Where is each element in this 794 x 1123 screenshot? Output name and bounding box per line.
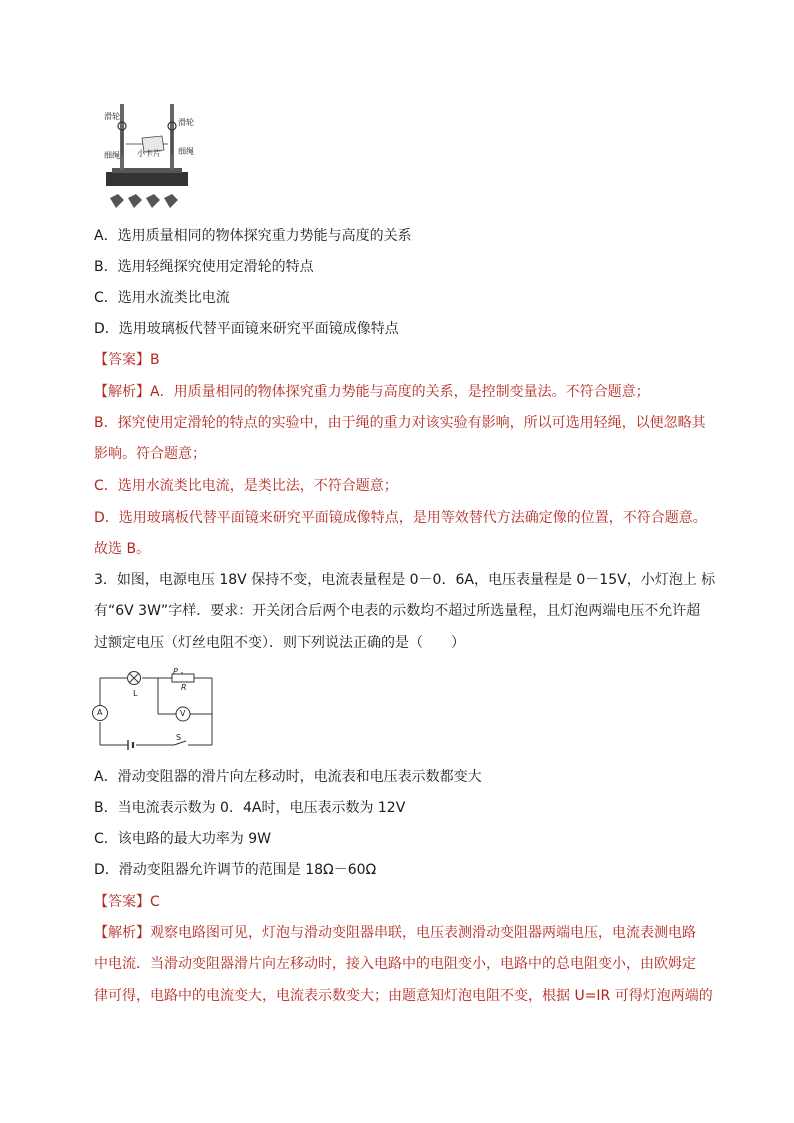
q2-analysis-line-6: 故选 B。 (94, 541, 151, 557)
circuit-label-ammeter: A (97, 708, 103, 717)
analysis-tag: 【解析】 (94, 384, 150, 400)
answer-value: B (150, 352, 160, 368)
analysis-text: 观察电路图可见，灯泡与滑动变阻器串联，电压表测滑动变阻器两端电压，电流表测电路 (150, 925, 696, 941)
analysis-text: A．用质量相同的物体探究重力势能与高度的关系，是控制变量法。不符合题意； (150, 384, 650, 400)
q3-answer (94, 892, 160, 912)
q3-option-b: B．当电流表示数为 0．4A时，电压表示数为 12V (94, 800, 406, 816)
q2-analysis-line-1 (94, 382, 650, 402)
q3-stem-line-2: 有“6V 3W”字样．要求：开关闭合后两个电表的示数均不超过所选量程，且灯泡两端电压不允许超 (94, 603, 701, 619)
label-string-left: 细绳 (104, 151, 120, 160)
label-pulley-left: 滑轮 (104, 112, 120, 121)
label-string-right: 细绳 (178, 147, 194, 156)
circuit-label-voltmeter: V (180, 709, 186, 718)
q2-option-d: D．选用玻璃板代替平面镜来研究平面镜成像特点 (94, 321, 399, 337)
circuit-label-resistor: R (181, 683, 187, 692)
q2-option-b: B．选用轻绳探究使用定滑轮的特点 (94, 259, 314, 275)
q3-analysis-line-1 (94, 923, 696, 943)
circuit-label-lamp: L (133, 689, 138, 698)
q2-option-c: C．选用水流类比电流 (94, 290, 230, 306)
q3-stem-line-1: 3．如图，电源电压 18V 保持不变，电流表量程是 0－0．6A，电压表量程是 0－15V，小灯泡上 标 (94, 572, 716, 588)
q3-analysis-line-2: 中电流．当滑动变阻器滑片向左移动时，接入电路中的电阻变小，电路中的总电阻变小，由欧姆定 (94, 956, 696, 972)
circuit-label-switch: S (176, 733, 182, 742)
q3-option-a: A．滑动变阻器的滑片向左移动时，电流表和电压表示数都变大 (94, 769, 482, 785)
q3-option-c: C．该电路的最大功率为 9W (94, 831, 271, 847)
q2-option-a: A．选用质量相同的物体探究重力势能与高度的关系 (94, 228, 412, 244)
q2-analysis-line-4: C．选用水流类比电流，是类比法，不符合题意； (94, 478, 398, 494)
circuit-diagram (92, 670, 222, 752)
label-pulley-right: 滑轮 (178, 118, 194, 127)
q2-analysis-line-3: 影响。符合题意； (94, 446, 206, 462)
q3-option-d: D．滑动变阻器允许调节的范围是 18Ω－60Ω (94, 862, 377, 878)
analysis-tag: 【解析】 (94, 925, 150, 941)
q2-answer (94, 350, 160, 370)
answer-tag: 【答案】 (94, 352, 150, 368)
q2-analysis-line-2: B．探究使用定滑轮的特点的实验中，由于绳的重力对该实验有影响，所以可选用轻绳，以便忽略其 (94, 415, 706, 431)
answer-value: C (150, 894, 160, 910)
circuit-label-slider: P (173, 667, 178, 676)
q3-analysis-line-3: 律可得，电路中的电流变大，电流表示数变大；由题意知灯泡电阻不变，根据 U=IR 可得灯泡两端的 (94, 988, 713, 1004)
q2-analysis-line-5: D．选用玻璃板代替平面镜来研究平面镜成像特点，是用等效替代方法确定像的位置，不符合题意。 (94, 510, 707, 526)
answer-tag: 【答案】 (94, 894, 150, 910)
q3-stem-line-3: 过额定电压（灯丝电阻不变）．则下列说法正确的是（ ） (94, 635, 465, 651)
label-card: 小卡片 (137, 149, 161, 158)
